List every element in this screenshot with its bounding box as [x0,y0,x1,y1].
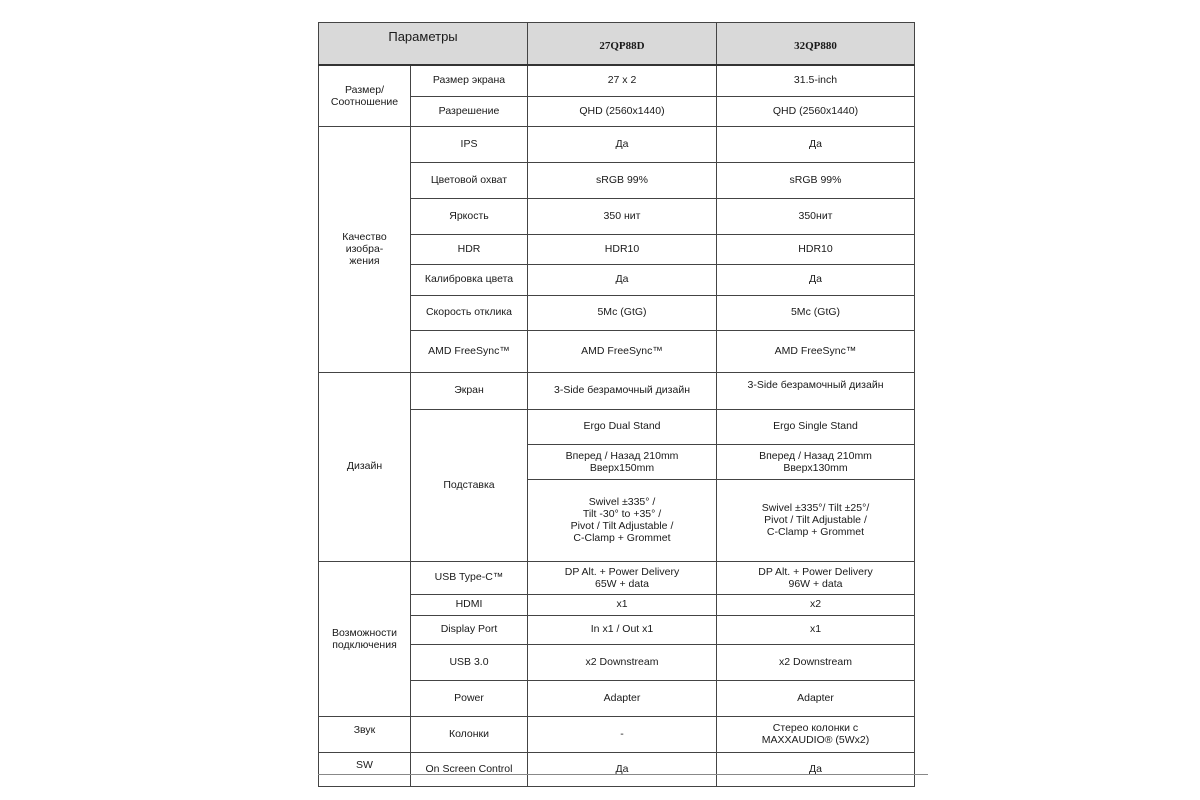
param-cell: AMD FreeSync™ [411,330,528,372]
category-connectivity: Возможности подключения [319,561,411,716]
table-row [319,752,915,786]
value-cell-a: Да [528,264,717,295]
value-cell-a: Swivel ±335° / Tilt -30° to +35° / Pivot / Tilt Adjustable / C-Clamp + Grommet [528,479,717,561]
param-cell: USB 3.0 [411,644,528,680]
value-cell-b: x2 Downstream [717,644,915,680]
category-image-quality: Качество изобра- жения [319,126,411,372]
param-cell: IPS [411,126,528,162]
value-cell-a: 27 x 2 [528,65,717,96]
param-cell: HDMI [411,594,528,615]
value-cell-a: Вперед / Назад 210mm Вверх150mm [528,444,717,479]
value-cell-b: x2 [717,594,915,615]
value-cell-b: 3-Side безрамочный дизайн [717,372,915,409]
value-cell-b: 31.5-inch [717,65,915,96]
param-cell: Калибровка цвета [411,264,528,295]
value-cell-b: sRGB 99% [717,162,915,198]
value-cell-a: DP Alt. + Power Delivery 65W + data [528,561,717,594]
param-cell: Разрешение [411,96,528,126]
value-cell-a: sRGB 99% [528,162,717,198]
param-cell-stand: Подставка [411,409,528,561]
table-row [319,65,915,96]
value-cell-a: HDR10 [528,234,717,264]
value-cell-a: 3-Side безрамочный дизайн [528,372,717,409]
value-cell-b: Да [717,264,915,295]
value-cell-a: x1 [528,594,717,615]
value-cell-b: DP Alt. + Power Delivery 96W + data [717,561,915,594]
category-sound: Звук [319,716,411,752]
header-parameters: Параметры [319,23,528,66]
table-row [319,372,915,409]
param-cell: Цветовой охват [411,162,528,198]
value-cell-a: x2 Downstream [528,644,717,680]
value-cell-a: 5Мс (GtG) [528,295,717,330]
param-cell: Скорость отклика [411,295,528,330]
bottom-rule [318,774,928,775]
value-cell-b: AMD FreeSync™ [717,330,915,372]
spec-table [318,22,915,787]
value-cell-b: Ergo Single Stand [717,409,915,444]
value-cell-a: Ergo Dual Stand [528,409,717,444]
value-cell-a: Да [528,126,717,162]
value-cell-b: 5Мс (GtG) [717,295,915,330]
value-cell-a: Да [528,752,717,786]
value-cell-a: AMD FreeSync™ [528,330,717,372]
table-header-row [319,23,915,66]
param-cell: Яркость [411,198,528,234]
table-row [319,126,915,162]
value-cell-a: 350 нит [528,198,717,234]
param-cell: USB Type-C™ [411,561,528,594]
value-cell-b: Adapter [717,680,915,716]
value-cell-a: In x1 / Out x1 [528,615,717,644]
param-cell: Power [411,680,528,716]
value-cell-b: Да [717,752,915,786]
table-row [319,561,915,594]
table-row [319,716,915,752]
param-cell: On Screen Control [411,752,528,786]
value-cell-b: Swivel ±335°/ Tilt ±25°/ Pivot / Tilt Adjustable / C-Clamp + Grommet [717,479,915,561]
header-model-32qp880: 32QP880 [717,23,915,66]
value-cell-b: Да [717,126,915,162]
value-cell-b: 350нит [717,198,915,234]
param-cell: Размер экрана [411,65,528,96]
value-cell-b: QHD (2560x1440) [717,96,915,126]
value-cell-a: - [528,716,717,752]
value-cell-b: Стерео колонки с MAXXAUDIO® (5Wx2) [717,716,915,752]
category-size: Размер/ Соотношение [319,65,411,126]
category-design: Дизайн [319,372,411,561]
value-cell-a: Adapter [528,680,717,716]
category-sw: SW [319,752,411,786]
param-cell: Display Port [411,615,528,644]
param-cell: HDR [411,234,528,264]
value-cell-b: x1 [717,615,915,644]
param-cell: Экран [411,372,528,409]
value-cell-a: QHD (2560x1440) [528,96,717,126]
header-model-27qp88d: 27QP88D [528,23,717,66]
param-cell: Колонки [411,716,528,752]
value-cell-b: Вперед / Назад 210mm Вверх130mm [717,444,915,479]
value-cell-b: HDR10 [717,234,915,264]
